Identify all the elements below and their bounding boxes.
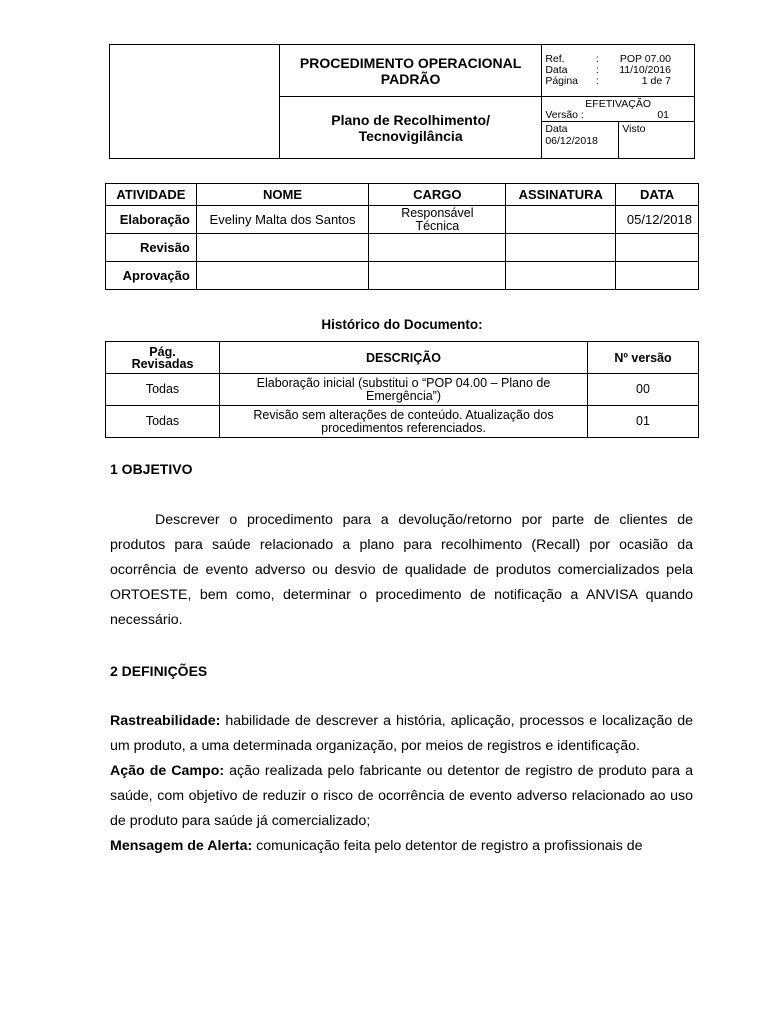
col-pages: Pág. Revisadas: [106, 342, 220, 374]
definition-item: Ação de Campo: ação realizada pelo fabricante ou detentor de registro de produto para a saúde, com objetivo de reduzir o risco de ocorrência de evento adverso relacionado ao uso de produto para saúde já comercializado;: [110, 763, 693, 829]
table-row: Aprovação: [106, 262, 699, 290]
col-version: Nº versão: [588, 342, 699, 374]
definition-item: Rastreabilidade: habilidade de descrever a história, aplicação, processos e localização de um produto, a uma determinada organização, por meios de registros e identificação.: [110, 713, 693, 754]
document-meta: Ref. : POP 07.00 Data : 11/10/2016 Página : 1 de 7: [542, 45, 695, 97]
table-row: Todas Elaboração inicial (substitui o “POP 04.00 – Plano de Emergência”) 00: [106, 374, 699, 406]
section-heading-objetivo: 1 OBJETIVO: [110, 461, 193, 477]
col-data: DATA: [616, 184, 699, 206]
section-heading-definicoes: 2 DEFINIÇÕES: [110, 663, 208, 679]
definitions-list: [110, 709, 693, 859]
effectiveness-box: EFETIVAÇÃO Versão : 01 Data 06/12/2018 Visto: [542, 97, 695, 159]
section-objetivo-text: Descrever o procedimento para a devolução/retorno por parte de clientes de produtos para saúde relacionado a plano para recolhimento (Recall) por ocasião da ocorrência de evento adverso ou desvio de qualidade de produtos comercializados pela ORTOESTE, bem como, determinar o procedimento de notificação a ANVISA quando necessário.: [110, 512, 693, 628]
approval-table: [105, 183, 699, 290]
col-nome: NOME: [196, 184, 368, 206]
history-title: Histórico do Documento:: [321, 317, 483, 332]
history-table: [105, 341, 699, 438]
table-row: Revisão: [106, 234, 699, 262]
document-header: [109, 44, 695, 159]
col-cargo: CARGO: [369, 184, 506, 206]
procedure-subtitle: Plano de Recolhimento/ Tecnovigilância: [279, 97, 541, 159]
table-row: Elaboração Eveliny Malta dos Santos Responsável Técnica 05/12/2018: [106, 206, 699, 234]
table-row: Todas Revisão sem alterações de conteúdo. Atualização dos procedimentos referenciados. 01: [106, 406, 699, 438]
col-assinatura: ASSINATURA: [506, 184, 616, 206]
col-atividade: ATIVIDADE: [106, 184, 197, 206]
procedure-title: PROCEDIMENTO OPERACIONAL PADRÃO: [279, 45, 541, 97]
logo-area: [110, 45, 280, 159]
definition-item: Mensagem de Alerta: comunicação feita pelo detentor de registro a profissionais de: [110, 838, 643, 854]
col-description: DESCRIÇÃO: [220, 342, 588, 374]
